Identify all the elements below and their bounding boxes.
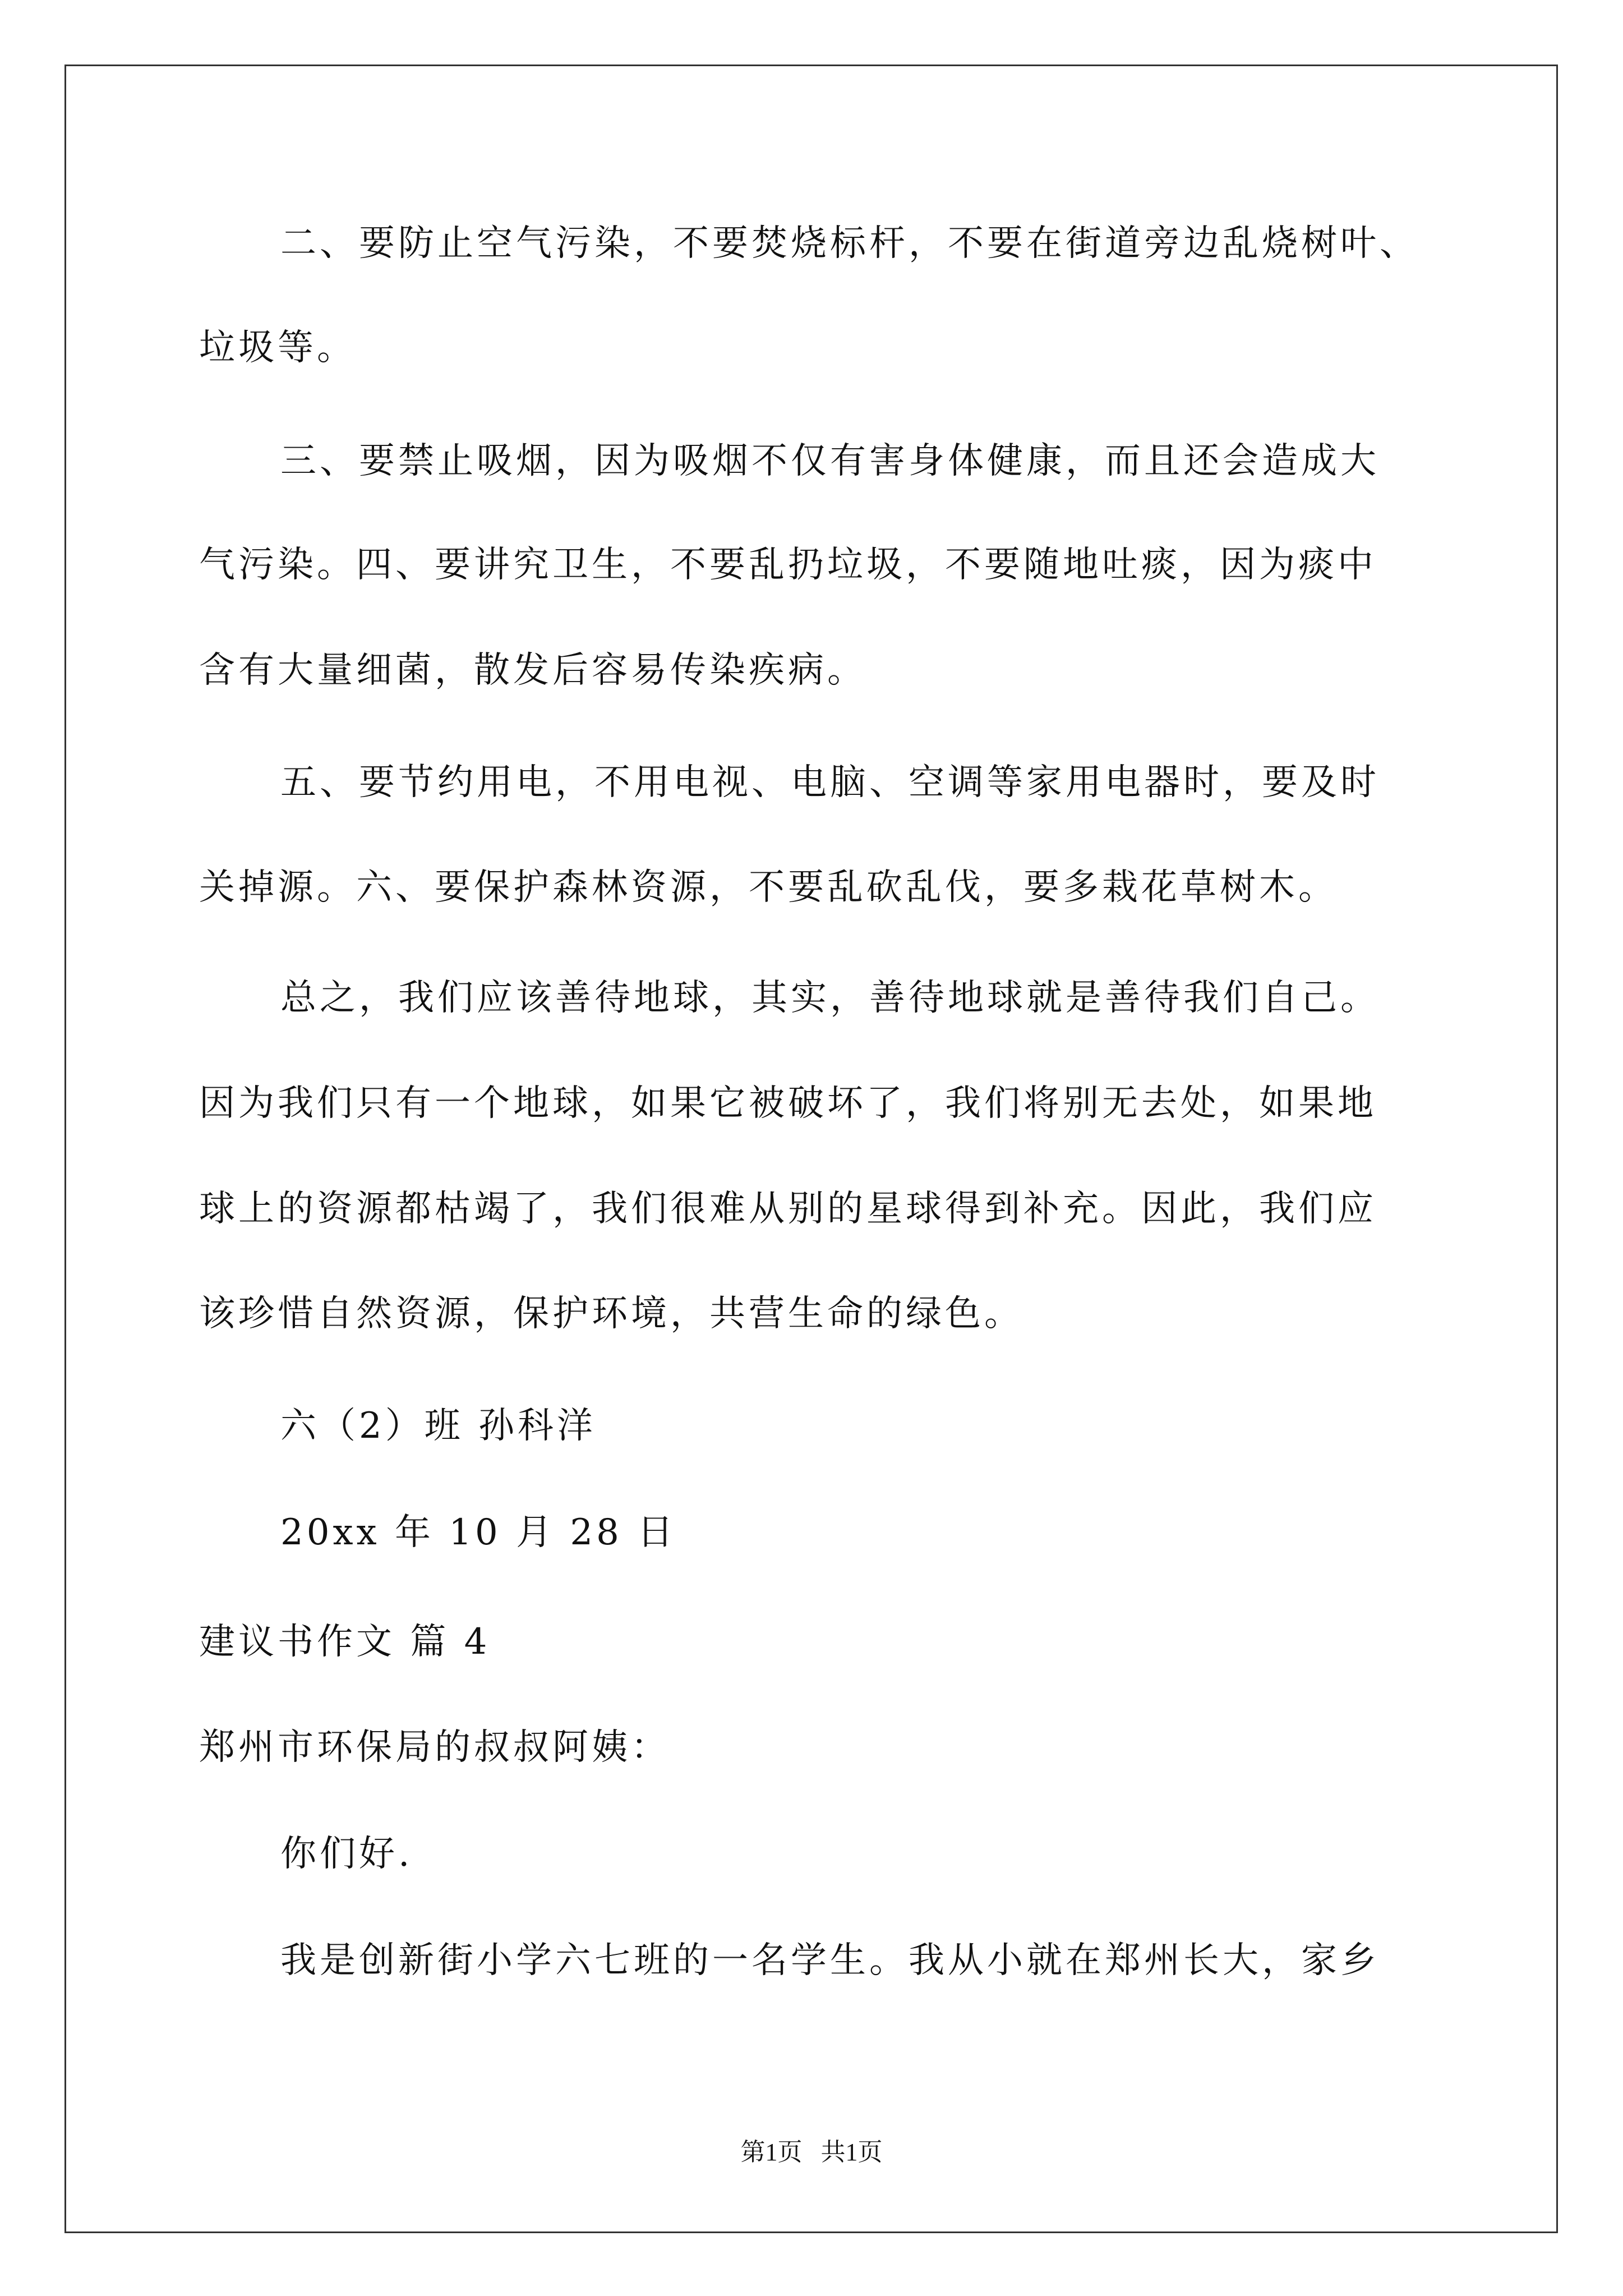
greeting: 你们好. xyxy=(280,1833,413,1875)
signature-class-name: 六（2）班 孙科洋 xyxy=(280,1405,597,1447)
paragraph-line: 总之，我们应该善待地球，其实，善待地球就是善待我们自己。 xyxy=(280,977,1380,1019)
page-number-footer: 第1页 共1页 xyxy=(740,2138,883,2166)
paragraph-line: 我是创新街小学六七班的一名学生。我从小就在郑州长大，家乡 xyxy=(280,1940,1380,1981)
paragraph-line: 含有大量细菌，散发后容易传染疾病。 xyxy=(199,650,866,691)
page-border xyxy=(64,65,1558,2233)
paragraph-line: 二、要防止空气污染，不要焚烧标杆，不要在街道旁边乱烧树叶、 xyxy=(280,223,1419,264)
paragraph-line: 该珍惜自然资源，保护环境，共营生命的绿色。 xyxy=(199,1293,1023,1335)
paragraph-line: 垃圾等。 xyxy=(199,327,356,369)
paragraph-line: 球上的资源都枯竭了，我们很难从别的星球得到补充。因此，我们应 xyxy=(199,1188,1377,1230)
paragraph-line: 三、要禁止吸烟，因为吸烟不仅有害身体健康，而且还会造成大 xyxy=(280,440,1380,482)
paragraph-line: 因为我们只有一个地球，如果它被破坏了，我们将别无去处，如果地 xyxy=(199,1083,1377,1124)
paragraph-line: 气污染。四、要讲究卫生，不要乱扔垃圾，不要随地吐痰，因为痰中 xyxy=(199,544,1377,586)
section-heading: 建议书作文 篇 4 xyxy=(199,1621,491,1663)
signature-date: 20xx 年 10 月 28 日 xyxy=(280,1512,677,1553)
salutation: 郑州市环保局的叔叔阿姨： xyxy=(199,1727,670,1768)
paragraph-line: 关掉源。六、要保护森林资源，不要乱砍乱伐，要多栽花草树木。 xyxy=(199,867,1338,908)
paragraph-line: 五、要节约用电，不用电视、电脑、空调等家用电器时，要及时 xyxy=(280,762,1380,803)
